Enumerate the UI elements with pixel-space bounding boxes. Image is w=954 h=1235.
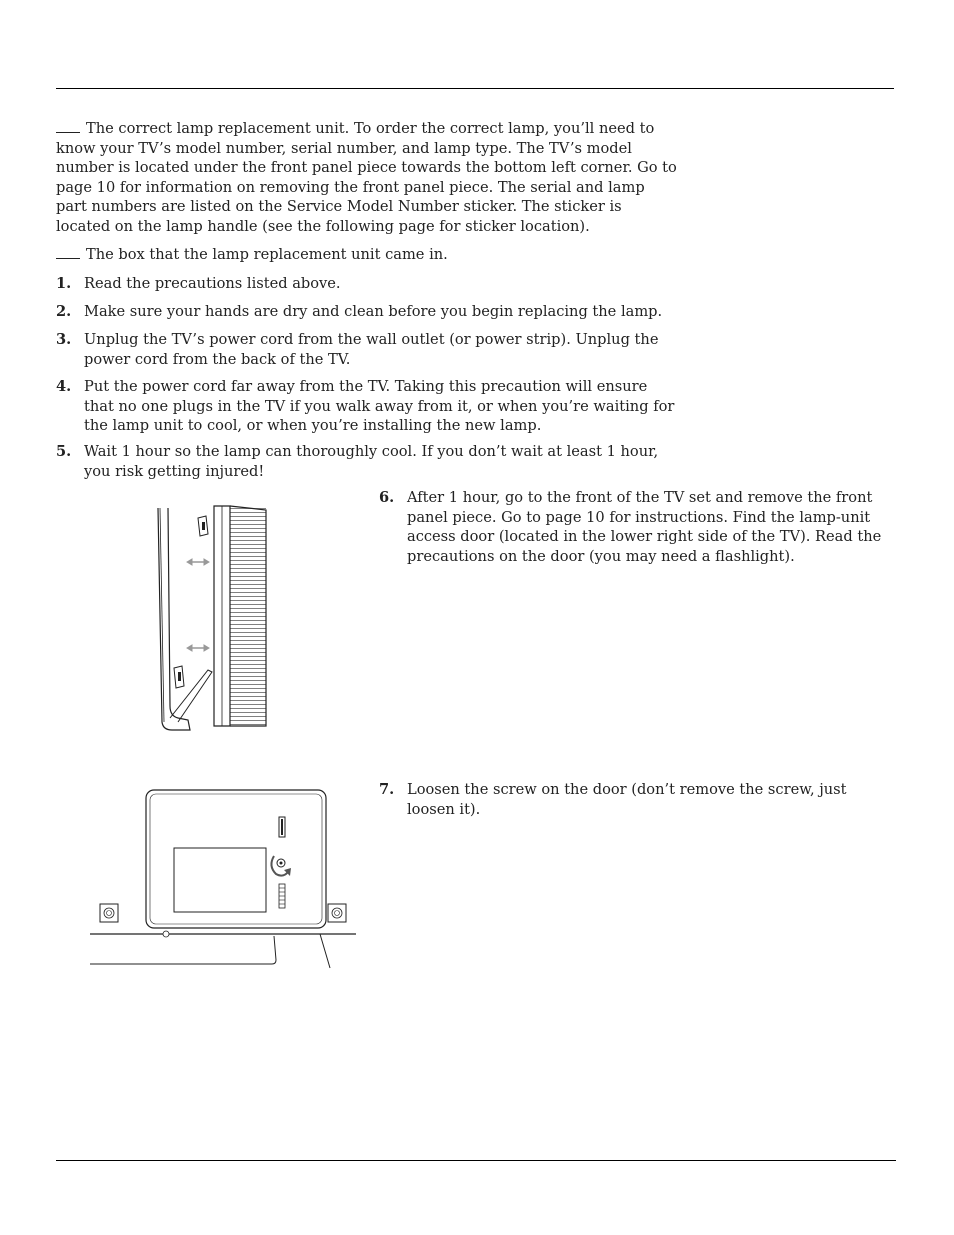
step-number: 3. bbox=[56, 331, 72, 348]
checkbox-blank bbox=[56, 246, 80, 259]
step-3 bbox=[56, 330, 666, 369]
bottom-rule bbox=[56, 1160, 896, 1161]
front-panel-removal-illustration bbox=[150, 500, 290, 740]
double-arrow-icon bbox=[187, 645, 209, 651]
step-4 bbox=[56, 377, 678, 436]
double-arrow-icon bbox=[187, 559, 209, 565]
step-6 bbox=[379, 488, 891, 566]
item-lamp-text: The correct lamp replacement unit. To order the correct lamp, you’ll need to know your TV’s model number, serial number, and lamp type. The TV’s model number is located under the front panel piece towards the bottom left corner. Go to page 10 for information on removing the front panel piece. The serial and lamp part numbers are listed on the Service Model Number sticker. The sticker is located on the lamp handle (see the following page for sticker location). bbox=[56, 120, 677, 235]
top-rule bbox=[56, 88, 894, 89]
step-text: Make sure your hands are dry and clean before you begin replacing the lamp. bbox=[84, 303, 663, 320]
step-text: Wait 1 hour so the lamp can thoroughly cool. If you don’t wait at least 1 hour, you risk getting injured! bbox=[84, 443, 659, 480]
lamp-access-door-illustration bbox=[88, 788, 360, 970]
step-number: 5. bbox=[56, 443, 72, 460]
step-number: 6. bbox=[379, 489, 395, 506]
step-number: 4. bbox=[56, 378, 72, 395]
bolt-icon bbox=[328, 904, 346, 922]
step-5 bbox=[56, 442, 678, 481]
bolt-icon bbox=[100, 904, 118, 922]
screw-icon bbox=[277, 859, 285, 867]
step-text: After 1 hour, go to the front of the TV set and remove the front panel piece. Go to page 10 for instructions. Find the lamp-unit access door (located in the lower right side of the TV). Read the precautions on the door (you may need a flashlight). bbox=[407, 489, 882, 565]
item-box bbox=[56, 245, 678, 265]
step-text: Put the power cord far away from the TV. Taking this precaution will ensure that no one plugs in the TV if you walk away from it, or when you’re waiting for the lamp unit to cool, or when you’re installing the new lamp. bbox=[84, 378, 675, 434]
step-number: 1. bbox=[56, 275, 72, 292]
step-text: Read the precautions listed above. bbox=[84, 275, 341, 292]
step-7 bbox=[379, 780, 891, 819]
step-number: 7. bbox=[379, 781, 395, 798]
step-2 bbox=[56, 302, 676, 322]
step-text: Loosen the screw on the door (don’t remove the screw, just loosen it). bbox=[407, 781, 847, 818]
item-box-text: The box that the lamp replacement unit came in. bbox=[86, 246, 448, 263]
step-text: Unplug the TV’s power cord from the wall outlet (or power strip). Unplug the power cord from the back of the TV. bbox=[84, 331, 659, 368]
step-1 bbox=[56, 274, 676, 294]
step-number: 2. bbox=[56, 303, 72, 320]
item-lamp bbox=[56, 119, 678, 236]
checkbox-blank bbox=[56, 120, 80, 133]
